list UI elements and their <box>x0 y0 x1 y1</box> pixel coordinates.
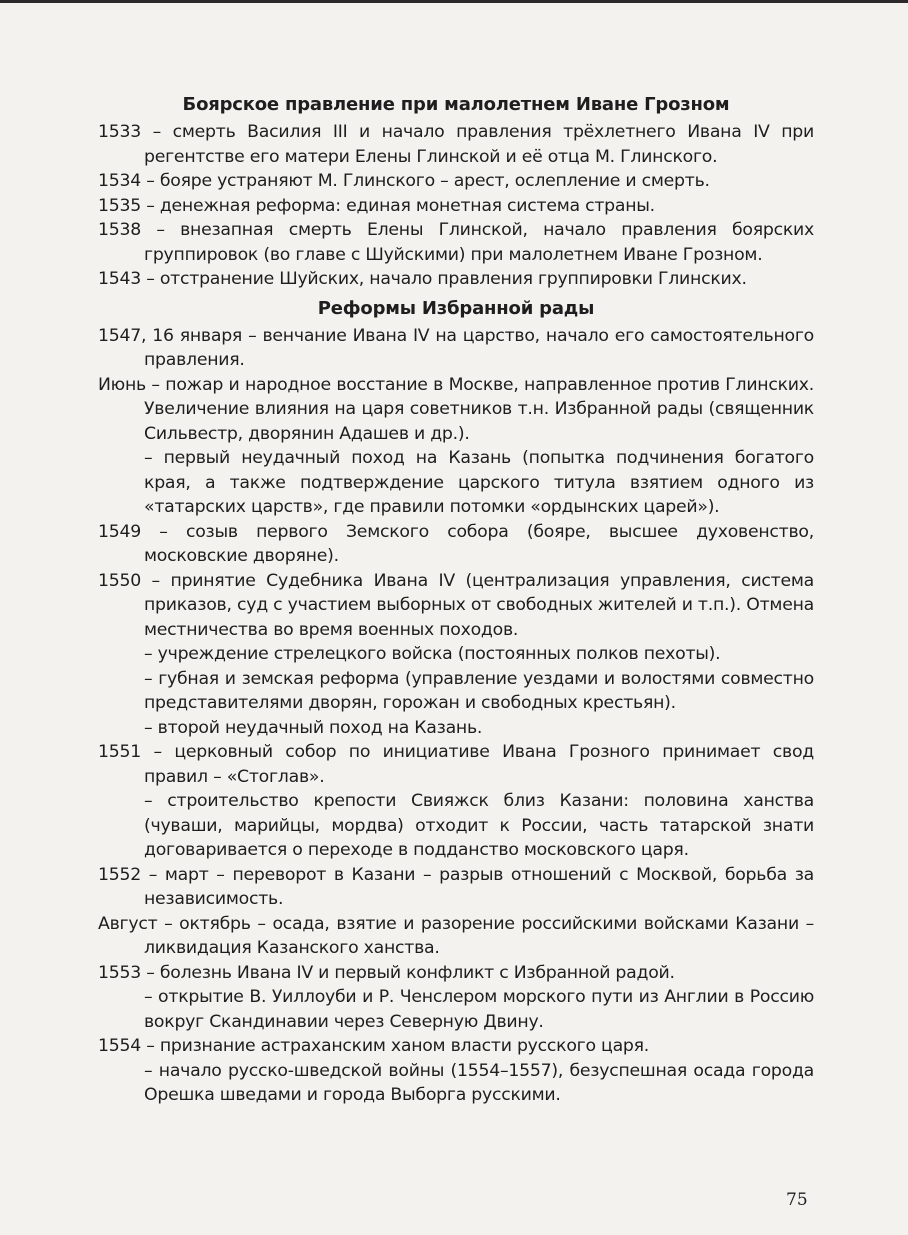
entry-1535 <box>98 194 814 219</box>
entry-1550 <box>98 569 814 741</box>
entry-june <box>98 373 814 520</box>
page-content <box>98 92 814 1108</box>
entry-subitem: – второй неудачный поход на Казань. <box>144 717 483 738</box>
entry-text: Август – октябрь – осада, взятие и разорение российскими войсками Казани – ликвидация Казанского ханства. <box>98 913 814 958</box>
entry-text: 1533 – смерть Василия III и начало правления трёхлетнего Ивана IV при регентстве его матери Елены Глинской и её отца М. Глинского. <box>98 122 814 167</box>
entry-text: 1552 – март – переворот в Казани – разрыв отношений с Москвой, борьба за независимость. <box>98 864 814 909</box>
entry-subitem: – начало русско-шведской войны (1554–1557), безуспешная осада города Орешка шведами и города Выборга русскими. <box>144 1060 814 1105</box>
entry-1543 <box>98 267 814 292</box>
entry-1533 <box>98 120 814 169</box>
page-number: 75 <box>786 1190 808 1210</box>
entry-1552 <box>98 863 814 912</box>
entry-text: 1549 – созыв первого Земского собора (бояре, высшее духовенство, московские дворяне). <box>98 521 814 566</box>
entry-1534 <box>98 169 814 194</box>
entry-1554 <box>98 1034 814 1108</box>
entry-1547 <box>98 324 814 373</box>
entry-text: 1535 – денежная реформа: единая монетная система страны. <box>98 195 655 216</box>
entry-text: 1550 – принятие Судебника Ивана IV (централизация управления, система приказов, суд с участием выборных от свободных жителей и т.п.). Отмена местничества во время военных походов. <box>98 570 814 640</box>
entry-1551 <box>98 740 814 863</box>
entry-1553 <box>98 961 814 1035</box>
section-title-boyar-rule: Боярское правление при малолетнем Иване Грозном <box>182 94 730 115</box>
entry-subitem: – учреждение стрелецкого войска (постоянных полков пехоты). <box>144 644 721 664</box>
entry-subitem: – открытие В. Уиллоуби и Р. Ченслером морского пути из Англии в Россию вокруг Скандинавии через Северную Двину. <box>144 987 814 1032</box>
entry-text: 1543 – отстранение Шуйских, начало правления группировки Глинских. <box>98 269 747 289</box>
entry-text: 1538 – внезапная смерть Елены Глинской, начало правления боярских группировок (во главе с Шуйскими) при малолетнем Иване Грозном. <box>98 220 814 265</box>
entry-august <box>98 912 814 961</box>
entry-1538 <box>98 218 814 267</box>
entry-text: 1547, 16 января – венчание Ивана IV на царство, начало его самостоятельного правления. <box>98 325 814 370</box>
entry-1549 <box>98 520 814 569</box>
entry-text: 1534 – бояре устраняют М. Глинского – арест, ослепление и смерть. <box>98 171 710 191</box>
entry-subitem: – первый неудачный поход на Казань (попытка подчинения богатого края, а также подтверждение царского титула взятием одного из «татарских царств», где правили потомки «ордынских царей»). <box>144 448 814 517</box>
top-border <box>0 0 908 3</box>
entry-text: 1551 – церковный собор по инициативе Ивана Грозного принимает свод правил – «Стоглав». <box>98 742 814 787</box>
entry-text: 1553 – болезнь Ивана IV и первый конфликт с Избранной радой. <box>98 962 675 983</box>
entry-text: 1554 – признание астраханским ханом власти русского царя. <box>98 1036 650 1056</box>
section-title-chosen-council: Реформы Избранной рады <box>317 297 595 319</box>
entry-subitem: – губная и земская реформа (управление уездами и волостями совместно представителями дворян, горожан и свободных крестьян). <box>144 668 814 713</box>
entry-text: Июнь – пожар и народное восстание в Москве, направленное против Глинских. Увеличение влияния на царя советников т.н. Избранной рады (священник Сильвестр, дворянин Адашев и др.). <box>98 374 814 444</box>
entry-subitem: – строительство крепости Свияжск близ Казани: половина ханства (чуваши, марийцы, мордва) отходит к России, часть татарской знати договаривается о переходе в подданство московского царя. <box>144 791 814 860</box>
